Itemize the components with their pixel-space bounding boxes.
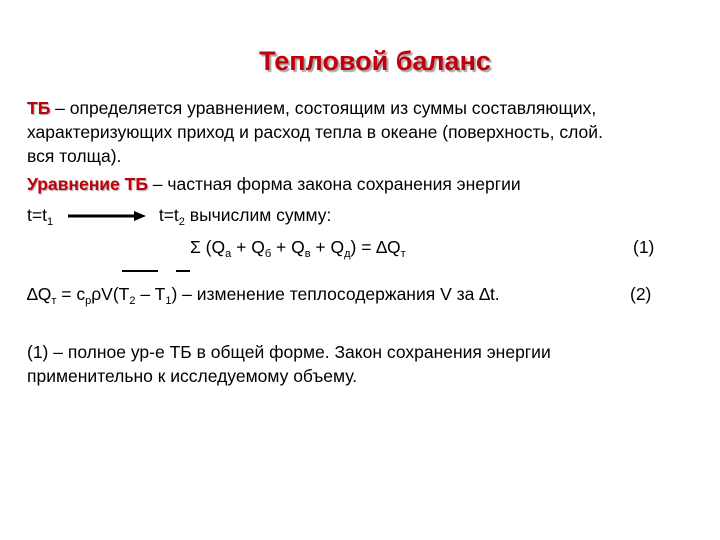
definition-line-2: характеризующих приход и расход тепла в океане (поверхность, слой. — [27, 122, 603, 142]
page-title: Тепловой баланс — [259, 46, 491, 76]
t-end: $t=t_2$ — [158, 205, 185, 228]
time-interval-line — [27, 204, 331, 226]
conclusion-line-1: (1) – полное ур-е ТБ в общей форме. Закон сохранения энергии — [27, 342, 551, 362]
term-tb: ТБ — [27, 98, 51, 118]
overbar-t1 — [176, 270, 190, 272]
compute-sum-text: вычислим сумму: — [184, 205, 332, 225]
equation-2: $\Delta Q_т = c_p\rho V(T_2 - T_1)$ – изменение теплосодержания V за ∆t. — [27, 284, 500, 307]
equation-1-number: (1) — [633, 237, 655, 257]
equation-definition-line — [27, 173, 521, 195]
equation-definition-text: – частная форма закона сохранения энергии — [147, 174, 521, 194]
definition-line-1 — [27, 97, 596, 119]
definition-text: – определяется уравнением, состоящим из суммы составляющих, — [50, 98, 597, 118]
t-start: $t=t_1$ — [27, 205, 54, 228]
equation-2-number: (2) — [630, 284, 652, 304]
term-equation-tb: Уравнение ТБ — [27, 174, 148, 194]
overbar-t2 — [122, 270, 158, 272]
equation-1: Σ $(Q_а + Q_б + Q_в + Q_д) = \Delta Q_т$ — [190, 237, 406, 260]
right-arrow-icon — [66, 210, 148, 222]
definition-line-3: вся толща). — [27, 146, 122, 166]
conclusion-line-2: применительно к исследуемому объему. — [27, 366, 358, 386]
